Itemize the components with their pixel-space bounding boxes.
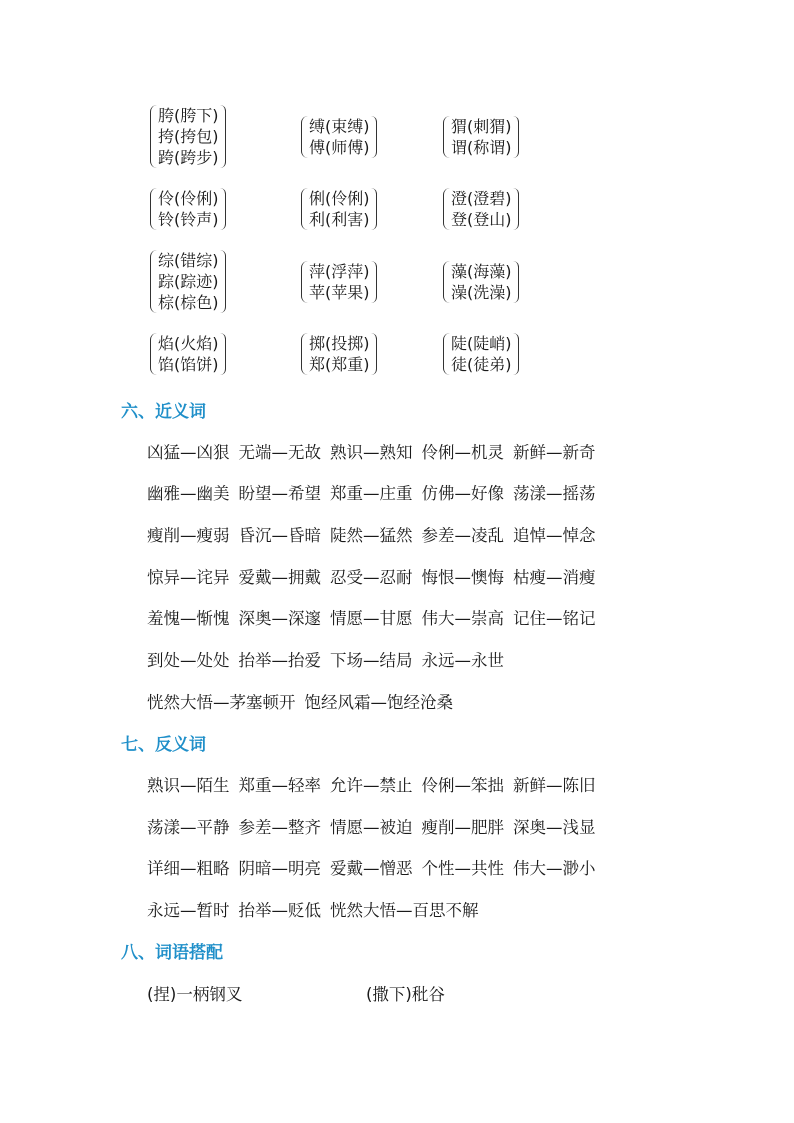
antonym-pair: 参差—整齐: [238, 818, 321, 837]
antonym-pair: 瘦削—肥胖: [421, 818, 504, 837]
char-group-12: [443, 333, 519, 375]
synonym-row: [147, 605, 605, 629]
char-item: 伶(伶俐): [158, 189, 219, 208]
antonym-pair: 荡漾—平静: [147, 818, 230, 837]
left-brace: [150, 250, 157, 313]
collocation-item: (捏)一柄钢叉: [147, 985, 243, 1004]
synonym-pair: 参差—凌乱: [421, 526, 504, 545]
char-item: 挎(挎包): [158, 127, 219, 146]
antonym-row: [147, 855, 605, 879]
right-brace: [220, 333, 226, 375]
antonym-pair: 恍然大悟—百思不解: [330, 901, 479, 920]
left-brace: [301, 188, 308, 230]
char-group-10: [150, 333, 226, 375]
synonym-pair: 盼望—希望: [238, 484, 321, 503]
synonym-pair: 爱戴—拥戴: [238, 568, 321, 587]
antonym-row: [147, 814, 605, 838]
antonym-pair: 伶俐—笨拙: [421, 776, 504, 795]
synonym-row: [147, 439, 605, 463]
synonym-pair: 枯瘦—消瘦: [513, 568, 596, 587]
synonym-pair: 荡漾—摇荡: [513, 484, 596, 503]
char-item: 掷(投掷): [309, 334, 370, 353]
char-item: 谓(称谓): [451, 138, 512, 157]
left-brace: [443, 333, 450, 375]
synonym-pair: 凶猛—凶狠: [147, 443, 230, 462]
antonym-pair: 熟识—陌生: [147, 776, 230, 795]
left-brace: [443, 188, 450, 230]
right-brace: [513, 261, 519, 303]
antonym-pair: 深奥—浅显: [513, 818, 596, 837]
synonym-pair: 瘦削—瘦弱: [147, 526, 230, 545]
right-brace: [371, 333, 377, 375]
synonym-pair: 新鲜—新奇: [513, 443, 596, 462]
char-item: 胯(胯下): [158, 106, 219, 125]
synonym-row: [147, 480, 605, 504]
synonym-pair: 仿佛—好像: [421, 484, 504, 503]
synonyms-heading: 六、近义词: [121, 402, 206, 422]
right-brace: [513, 333, 519, 375]
synonym-row: [147, 522, 605, 546]
char-item: 猬(刺猬): [451, 117, 512, 136]
char-item: 踪(踪迹): [158, 272, 219, 291]
char-group-1: [150, 105, 226, 168]
synonym-pair: 到处—处处: [147, 651, 230, 670]
synonym-pair: 恍然大悟—茅塞顿开: [147, 693, 296, 712]
right-brace: [371, 116, 377, 158]
char-item: 馅(馅饼): [158, 355, 219, 374]
synonym-pair: 深奥—深邃: [238, 609, 321, 628]
synonym-pair: 无端—无故: [238, 443, 321, 462]
antonym-pair: 永远—暂时: [147, 901, 230, 920]
synonym-row: [147, 689, 462, 713]
synonym-row: [147, 564, 605, 588]
antonym-pair: 伟大—渺小: [513, 859, 596, 878]
char-group-4: [150, 188, 226, 230]
antonym-pair: 详细—粗略: [147, 859, 230, 878]
synonym-pair: 追悼—悼念: [513, 526, 596, 545]
char-group-6: [443, 188, 519, 230]
char-item: 傅(师傅): [309, 138, 370, 157]
char-group-5: [301, 188, 377, 230]
char-group-8: [301, 261, 377, 303]
char-item: 俐(伶俐): [309, 189, 370, 208]
right-brace: [220, 105, 226, 168]
char-item: 徒(徒弟): [451, 355, 512, 374]
synonym-pair: 下场—结局: [330, 651, 413, 670]
antonym-pair: 情愿—被迫: [330, 818, 413, 837]
synonym-row: [147, 647, 513, 671]
antonym-pair: 允许—禁止: [330, 776, 413, 795]
right-brace: [371, 261, 377, 303]
synonym-pair: 伟大—崇高: [421, 609, 504, 628]
char-item: 澄(澄碧): [451, 189, 512, 208]
left-brace: [443, 261, 450, 303]
antonym-row: [147, 897, 488, 921]
char-item: 棕(棕色): [158, 293, 219, 312]
char-item: 萍(浮萍): [309, 262, 370, 281]
synonym-pair: 忍受—忍耐: [330, 568, 413, 587]
synonym-pair: 陡然—猛然: [330, 526, 413, 545]
synonym-pair: 悔恨—懊悔: [421, 568, 504, 587]
left-brace: [150, 105, 157, 168]
antonym-pair: 爱戴—憎恶: [330, 859, 413, 878]
char-group-11: [301, 333, 377, 375]
char-item: 铃(铃声): [158, 210, 219, 229]
char-item: 郑(郑重): [309, 355, 370, 374]
synonym-pair: 昏沉—昏暗: [238, 526, 321, 545]
left-brace: [150, 333, 157, 375]
char-item: 陡(陡峭): [451, 334, 512, 353]
char-item: 苹(苹果): [309, 283, 370, 302]
synonym-pair: 羞愧—惭愧: [147, 609, 230, 628]
left-brace: [150, 188, 157, 230]
antonyms-heading: 七、反义词: [121, 735, 206, 755]
synonym-pair: 饱经风霜—饱经沧桑: [304, 693, 453, 712]
synonym-pair: 记住—铭记: [513, 609, 596, 628]
char-group-9: [443, 261, 519, 303]
antonym-row: [147, 772, 605, 796]
char-item: 藻(海藻): [451, 262, 512, 281]
synonym-pair: 郑重—庄重: [330, 484, 413, 503]
char-group-3: [443, 116, 519, 158]
char-group-2: [301, 116, 377, 158]
synonym-pair: 惊异—诧异: [147, 568, 230, 587]
char-item: 跨(跨步): [158, 148, 219, 167]
left-brace: [301, 261, 308, 303]
collocation-heading: 八、词语搭配: [121, 943, 223, 963]
synonym-pair: 永远—永世: [421, 651, 504, 670]
char-group-7: [150, 250, 226, 313]
antonym-pair: 阴暗—明亮: [238, 859, 321, 878]
synonym-pair: 伶俐—机灵: [421, 443, 504, 462]
synonym-pair: 抬举—抬爱: [238, 651, 321, 670]
char-item: 焰(火焰): [158, 334, 219, 353]
char-item: 综(错综): [158, 251, 219, 270]
right-brace: [220, 188, 226, 230]
left-brace: [301, 333, 308, 375]
synonym-pair: 幽雅—幽美: [147, 484, 230, 503]
antonym-pair: 新鲜—陈旧: [513, 776, 596, 795]
antonym-pair: 郑重—轻率: [238, 776, 321, 795]
right-brace: [220, 250, 226, 313]
left-brace: [301, 116, 308, 158]
left-brace: [443, 116, 450, 158]
right-brace: [371, 188, 377, 230]
antonym-pair: 个性—共性: [421, 859, 504, 878]
char-item: 澡(洗澡): [451, 283, 512, 302]
char-item: 缚(束缚): [309, 117, 370, 136]
char-item: 利(利害): [309, 210, 370, 229]
right-brace: [513, 116, 519, 158]
synonym-pair: 熟识—熟知: [330, 443, 413, 462]
antonym-pair: 抬举—贬低: [238, 901, 321, 920]
collocation-item: (撒下)秕谷: [366, 985, 445, 1004]
synonym-pair: 情愿—甘愿: [330, 609, 413, 628]
right-brace: [513, 188, 519, 230]
char-item: 登(登山): [451, 210, 512, 229]
